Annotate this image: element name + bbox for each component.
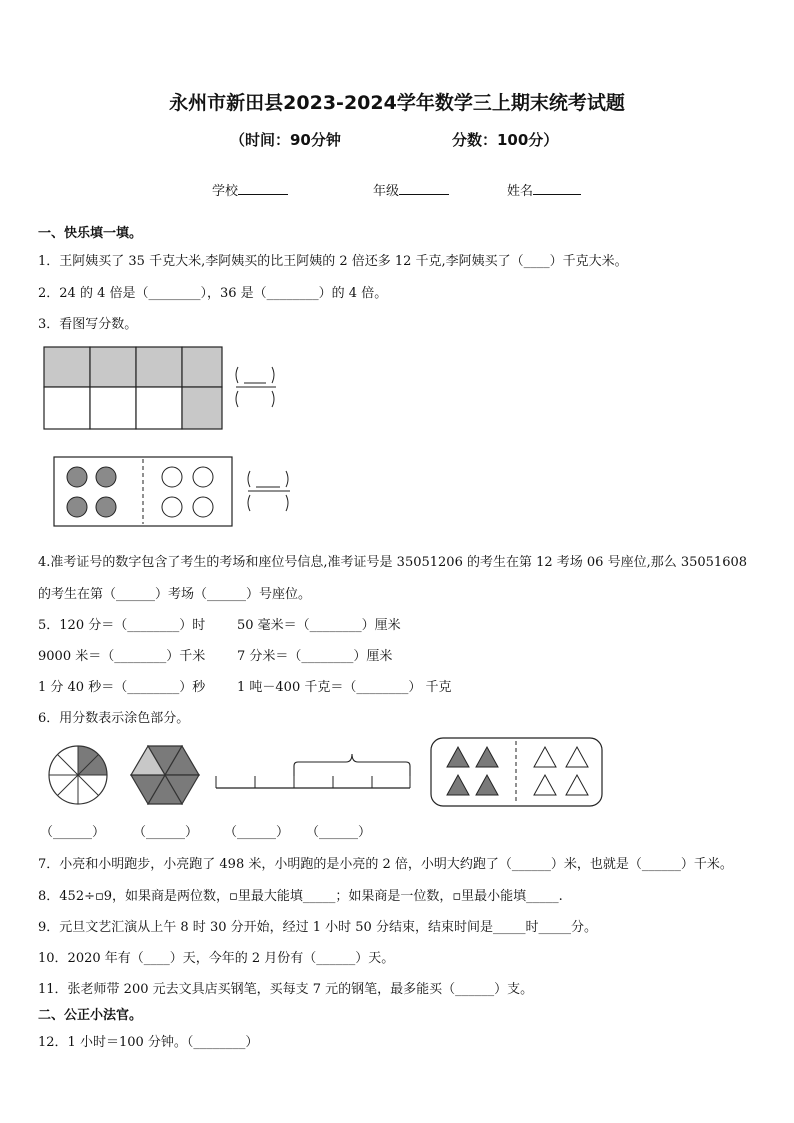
q6-answer-3: （______） xyxy=(224,825,290,840)
segment-line-figure xyxy=(216,752,412,792)
question-2: 2．24 的 4 倍是（________），36 是（________）的 4 倍。 xyxy=(38,286,388,301)
section-heading-2: 二、公正小法官。 xyxy=(38,1008,143,1023)
q6-answer-2: （______） xyxy=(133,825,199,840)
question-4-line-2: 的考生在第（______）考场（______）号座位。 xyxy=(38,587,312,602)
school-field: 学校 xyxy=(212,180,288,199)
question-1: 1．王阿姨买了 35 千克大米,李阿姨买的比王阿姨的 2 倍还多 12 千克,李阿姨买了（____）千克大米。 xyxy=(38,254,628,269)
name-field: 姓名 xyxy=(507,180,581,199)
section-heading-1: 一、快乐填一填。 xyxy=(38,226,143,241)
question-7: 7．小亮和小明跑步，小亮跑了 498 米，小明跑的是小亮的 2 倍，小明大约跑了（______）米，也就是（______）千米。 xyxy=(38,857,733,872)
question-9: 9．元旦文艺汇演从上午 8 时 30 分开始，经过 1 小时 50 分结束，结束时间是_____时_____分。 xyxy=(38,920,597,935)
question-5-row-3b: 1 吨－400 千克＝（________） 千克 xyxy=(237,680,452,695)
shaded-circle-figure xyxy=(48,745,110,807)
page-title: 永州市新田县2023-2024学年数学三上期末统考试题 xyxy=(169,92,625,114)
question-11: 11．张老师带 200 元去文具店买钢笔，买每支 7 元的钢笔，最多能买（______）支。 xyxy=(38,982,534,997)
triangles-figure xyxy=(430,737,604,809)
question-5-row-1b: 50 毫米＝（________）厘米 xyxy=(237,618,401,633)
question-4-line-1: 4.准考证号的数字包含了考生的考场和座位号信息,准考证号是 35051206 的考生在第 12 考场 06 号座位,那么 35051608 xyxy=(38,555,748,570)
question-10: 10．2020 年有（____）天，今年的 2 月份有（______）天。 xyxy=(38,951,395,966)
question-8: 8．452÷▫9，如果商是两位数，▫里最大能填_____；如果商是一位数，▫里最小能填_____. xyxy=(38,889,563,904)
exam-time: （时间：90分钟 xyxy=(230,131,341,149)
question-5-row-3a: 1 分 40 秒＝（________）秒 xyxy=(38,680,206,695)
q6-answer-4: （______） xyxy=(306,825,372,840)
question-3: 3．看图写分数。 xyxy=(38,317,138,332)
question-12: 12．1 小时＝100 分钟。（________） xyxy=(38,1035,259,1050)
question-6: 6．用分数表示涂色部分。 xyxy=(38,711,190,726)
fraction-circles-figure xyxy=(54,457,294,529)
shaded-hexagon-figure xyxy=(129,743,201,807)
fraction-grid-figure xyxy=(44,347,284,433)
question-5-row-1a: 5．120 分＝（________）时 xyxy=(38,618,206,633)
exam-score: 分数：100分） xyxy=(452,131,559,149)
question-5-row-2a: 9000 米＝（________）千米 xyxy=(38,649,206,664)
question-5-row-2b: 7 分米＝（________）厘米 xyxy=(237,649,393,664)
grade-field: 年级 xyxy=(373,180,449,199)
q6-answer-1: （______） xyxy=(40,825,106,840)
